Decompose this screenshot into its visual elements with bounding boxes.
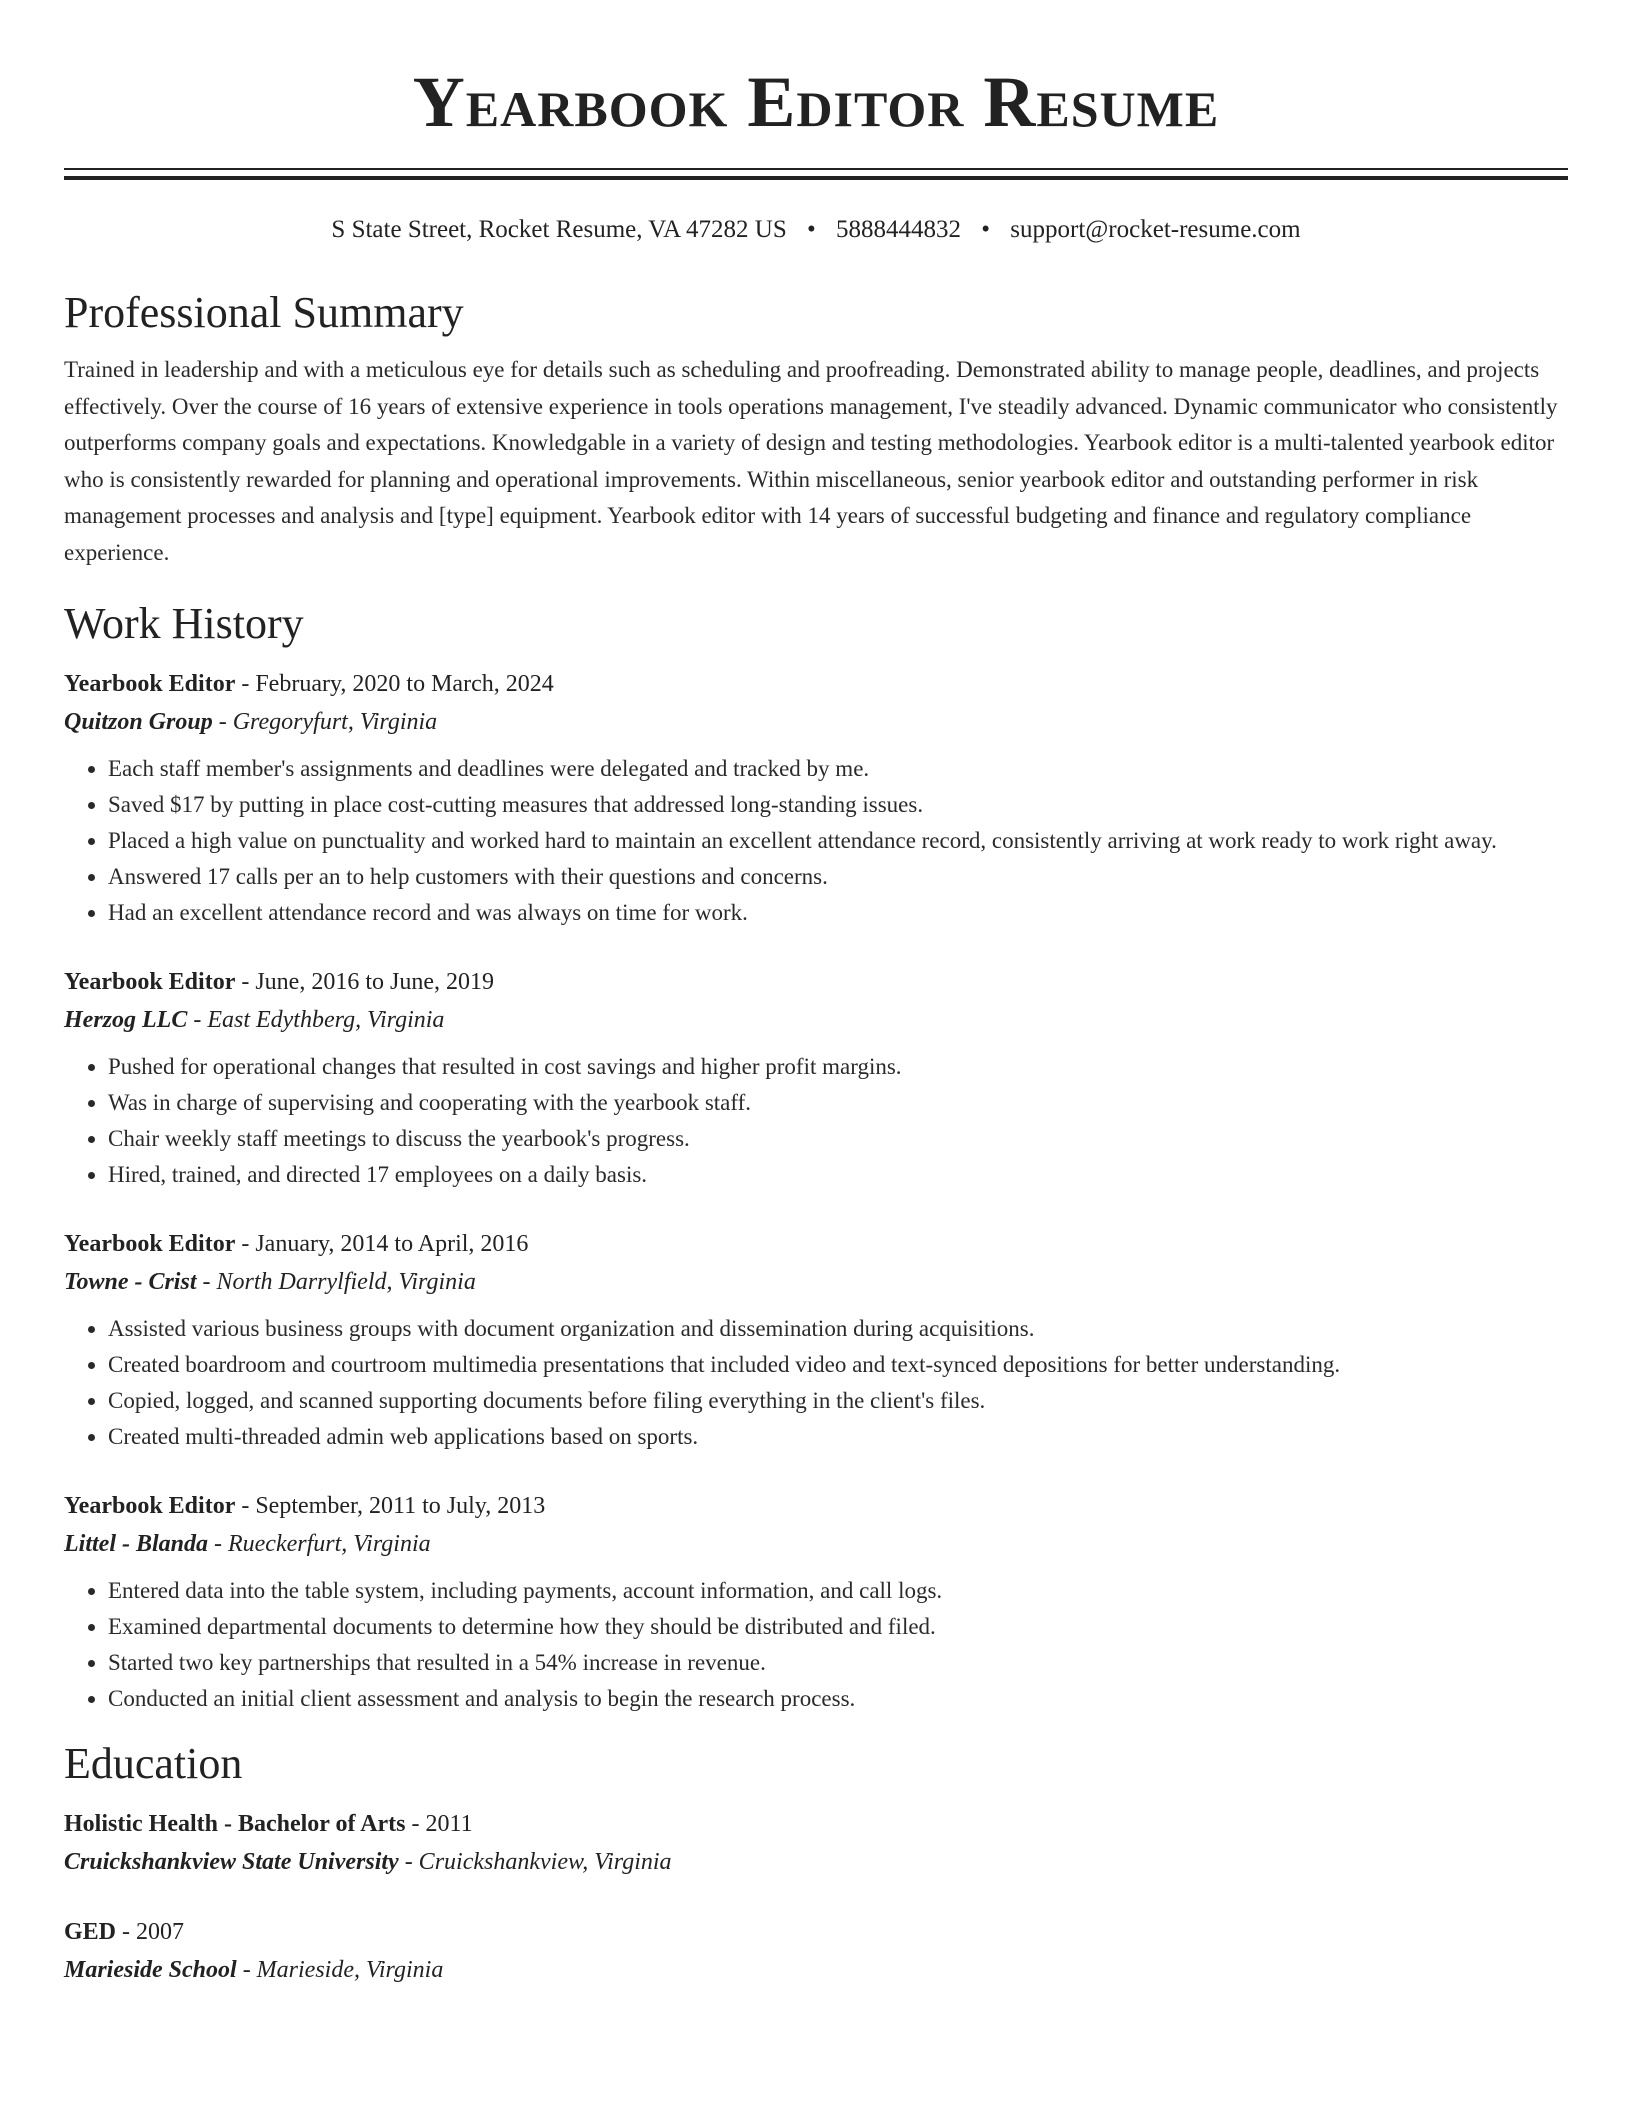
contact-separator: • [981, 216, 991, 243]
education-institution [64, 1843, 1568, 1881]
job-company: Towne - Crist [64, 1269, 197, 1295]
job-dates: - September, 2011 to July, 2013 [235, 1493, 546, 1519]
education-location: - Cruickshankview, Virginia [398, 1849, 672, 1875]
job-header [64, 1487, 1568, 1525]
education-school: Marieside School [64, 1957, 237, 1983]
job-bullet: • Was in charge of supervising and cooperating with the yearbook staff. [108, 1085, 1568, 1121]
job-bullet: • Answered 17 calls per an to help customers with their questions and concerns. [108, 859, 1568, 895]
job-bullet: • Copied, logged, and scanned supporting documents before filing everything in the client's files. [108, 1383, 1568, 1419]
job-title: Yearbook Editor [64, 1231, 236, 1257]
job-employer [64, 1263, 1568, 1301]
job-entry [64, 963, 1568, 1193]
job-employer [64, 703, 1568, 741]
job-bullet: • Started two key partnerships that resulted in a 54% increase in revenue. [108, 1645, 1568, 1681]
summary-text: Trained in leadership and with a meticulous eye for details such as scheduling and proofreading. Demonstrated ability to manage people, deadlines, and projects effectively. Over the course of 16 years of extensive experience in tools operations management, I've steadily advanced. Dynamic communicator who consistently outperforms company goals and expectations. Knowledgable in a variety of design and testing methodologies. Yearbook editor is a multi-talented yearbook editor who is consistently rewarded for planning and operational improvements. Within miscellaneous, senior yearbook editor and outstanding performer in risk management processes and analysis and [type] equipment. Yearbook editor with 14 years of successful budgeting and finance and regulatory compliance experience. [64, 357, 1558, 565]
job-location: - East Edythberg, Virginia [187, 1007, 445, 1033]
job-bullet: • Placed a high value on punctuality and worked hard to maintain an excellent attendance record, consistently arriving at work ready to work right away. [108, 823, 1568, 859]
job-company: Herzog LLC [64, 1007, 188, 1033]
education-year: - 2011 [405, 1811, 473, 1837]
job-entry [64, 1225, 1568, 1455]
job-bullet: • Created multi-threaded admin web applications based on sports. [108, 1419, 1568, 1455]
job-header [64, 1225, 1568, 1263]
summary-heading: Professional Summary [64, 288, 464, 337]
education-school: Cruickshankview State University [64, 1849, 399, 1875]
education-entry [64, 1913, 1568, 1989]
title-divider-thin [64, 168, 1568, 170]
job-dates: - January, 2014 to April, 2016 [235, 1231, 529, 1257]
contact-phone: 5888444832 [836, 216, 962, 243]
job-location: - Gregoryfurt, Virginia [212, 709, 438, 735]
contact-address: S State Street, Rocket Resume, VA 47282 US [331, 216, 787, 243]
education-heading: Education [64, 1739, 243, 1788]
job-location: - Rueckerfurt, Virginia [208, 1531, 431, 1557]
job-bullet: • Entered data into the table system, including payments, account information, and call logs. [108, 1573, 1568, 1609]
education-location: - Marieside, Virginia [236, 1957, 444, 1983]
job-bullet: • Each staff member's assignments and deadlines were delegated and tracked by me. [108, 751, 1568, 787]
job-title: Yearbook Editor [64, 969, 236, 995]
job-dates: - February, 2020 to March, 2024 [235, 671, 554, 697]
job-header [64, 665, 1568, 703]
education-header [64, 1805, 1568, 1843]
job-bullet: • Conducted an initial client assessment and analysis to begin the research process. [108, 1681, 1568, 1717]
job-bullet: • Chair weekly staff meetings to discuss the yearbook's progress. [108, 1121, 1568, 1157]
job-bullet: • Examined departmental documents to determine how they should be distributed and filed. [108, 1609, 1568, 1645]
job-bullets [64, 751, 1568, 931]
job-bullets [64, 1573, 1568, 1717]
education-year: - 2007 [116, 1919, 185, 1945]
job-employer [64, 1525, 1568, 1563]
education-entry [64, 1805, 1568, 1881]
job-dates: - June, 2016 to June, 2019 [235, 969, 494, 995]
job-bullet: • Pushed for operational changes that resulted in cost savings and higher profit margins. [108, 1049, 1568, 1085]
job-location: - North Darrylfield, Virginia [196, 1269, 476, 1295]
work-history-heading: Work History [64, 599, 304, 648]
education-degree: GED [64, 1919, 117, 1945]
job-bullet: • Had an excellent attendance record and was always on time for work. [108, 895, 1568, 931]
education-institution [64, 1951, 1568, 1989]
title-divider-thick [64, 176, 1568, 180]
job-bullet: • Hired, trained, and directed 17 employees on a daily basis. [108, 1157, 1568, 1193]
job-company: Quitzon Group [64, 709, 213, 735]
job-bullets [64, 1049, 1568, 1193]
job-title: Yearbook Editor [64, 1493, 236, 1519]
job-employer [64, 1001, 1568, 1039]
contact-email: support@rocket-resume.com [1010, 216, 1301, 243]
contact-separator: • [807, 216, 816, 243]
job-bullets [64, 1311, 1568, 1455]
job-company: Littel - Blanda [64, 1531, 208, 1557]
job-header [64, 963, 1568, 1001]
job-bullet: • Assisted various business groups with document organization and dissemination during acquisitions. [108, 1311, 1568, 1347]
education-header [64, 1913, 1568, 1951]
job-bullet: • Saved $17 by putting in place cost-cutting measures that addressed long-standing issues. [108, 787, 1568, 823]
contact-line [64, 214, 1568, 246]
resume-title: Yearbook Editor Resume [412, 62, 1220, 142]
job-title: Yearbook Editor [64, 671, 236, 697]
job-entry [64, 1487, 1568, 1717]
job-bullet: • Created boardroom and courtroom multimedia presentations that included video and text-synced depositions for better understanding. [108, 1347, 1568, 1383]
job-entry [64, 665, 1568, 931]
education-degree: Holistic Health - Bachelor of Arts [64, 1811, 406, 1837]
